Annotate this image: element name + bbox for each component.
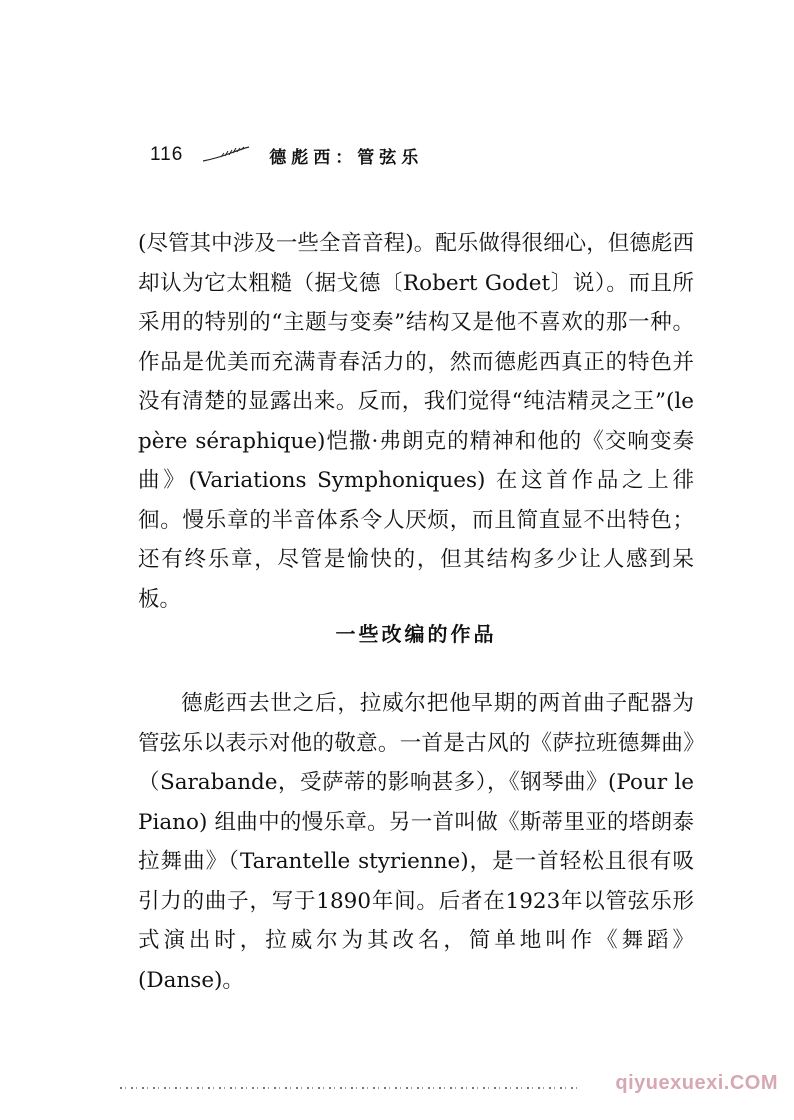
body-paragraph: 德彪西去世之后，拉威尔把他早期的两首曲子配器为管弦乐以表示对他的敬意。一首是古风的《萨拉班德舞曲》（Sarabande，受萨蒂的影响甚多），《钢琴曲》(Pour le Piano) 组曲中的慢乐章。另一首叫做《斯蒂里亚的塔朗泰拉舞曲》（Tarantelle styrienne)，是一首轻松且很有吸引力的曲子，写于1890年间。后者在1923年以管弦乐形式演出时，拉威尔为其改名，简单地叫作《舞蹈》(Danse)。 <box>138 691 694 993</box>
running-header <box>150 138 423 172</box>
running-title: 德彪西：管弦乐 <box>269 147 424 168</box>
section-heading: 一些改编的作品 <box>335 622 497 646</box>
scan-artifact-line <box>120 1087 580 1089</box>
page-number: 116 <box>150 144 184 165</box>
quill-flourish-icon <box>201 146 251 164</box>
body-paragraph: (尽管其中涉及一些全音音程)。配乐做得很细心，但德彪西却认为它太粗糙（据戈德〔Robert Godet〕说）。而且所采用的特别的“主题与变奏”结构又是他不喜欢的那一种。作品是优美而充满青春活力的，然而德彪西真正的特色并没有清楚的显露出来。反而，我们觉得“纯洁精灵之王”(le père séraphique)恺撒·弗朗克的精神和他的《交响变奏曲》(Variations Symphoniques) 在这首作品之上徘徊。慢乐章的半音体系令人厌烦，而且简直显不出特色；还有终乐章，尽管是愉快的，但其结构多少让人感到呆板。 <box>138 231 694 612</box>
site-watermark: qiyuexuexi.COM <box>615 1072 778 1094</box>
